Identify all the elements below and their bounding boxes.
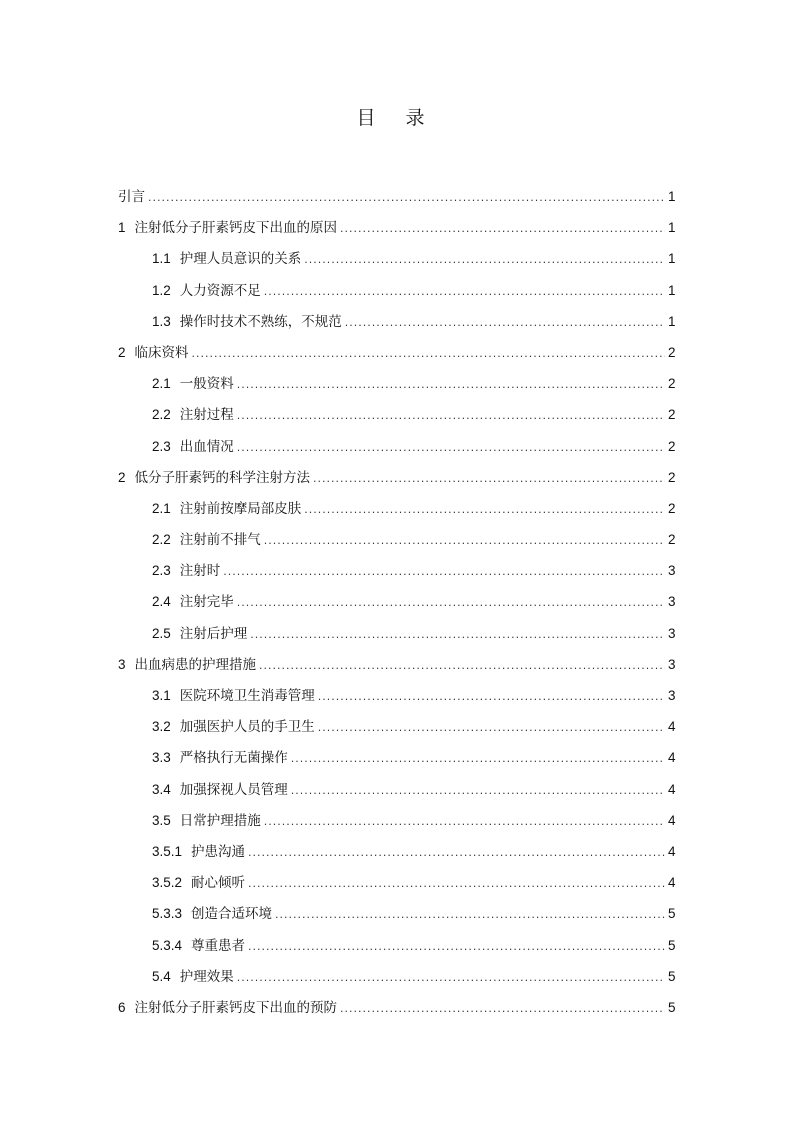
toc-entry-number: 3.5 bbox=[152, 812, 171, 828]
toc-entry-page-number: 5 bbox=[668, 999, 676, 1015]
toc-entry[interactable] bbox=[118, 805, 674, 836]
toc-entry-label: 加强探视人员管理 bbox=[179, 781, 288, 798]
toc-dot-leader bbox=[304, 494, 665, 525]
toc-dot-leader bbox=[223, 556, 665, 587]
toc-dot-leader bbox=[304, 244, 665, 275]
toc-entry[interactable] bbox=[118, 306, 674, 337]
toc-dot-leader bbox=[318, 712, 665, 743]
toc-entry-number: 1 bbox=[118, 220, 126, 236]
toc-entry-page-number: 1 bbox=[668, 189, 676, 204]
toc-entry-number: 6 bbox=[118, 999, 126, 1015]
toc-entry-page-number: 1 bbox=[668, 282, 676, 298]
toc-entry-number: 1.3 bbox=[152, 313, 171, 329]
toc-entry-number: 2 bbox=[118, 344, 126, 360]
toc-dot-leader bbox=[248, 837, 665, 868]
toc-entry-label: 创造合适环境 bbox=[191, 906, 273, 923]
toc-entry-page-number: 2 bbox=[668, 407, 676, 423]
toc-entry[interactable] bbox=[118, 431, 674, 462]
toc-dot-leader bbox=[237, 962, 665, 993]
toc-entry[interactable] bbox=[118, 275, 674, 306]
toc-entry-number: 3 bbox=[118, 656, 126, 672]
toc-entry-label: 低分子肝素钙的科学注射方法 bbox=[134, 469, 311, 486]
toc-entry-number: 2.4 bbox=[152, 594, 171, 610]
toc-entry-page-number: 3 bbox=[668, 563, 676, 579]
toc-entry-label: 注射过程 bbox=[179, 407, 234, 424]
toc-entry-number: 3.2 bbox=[152, 719, 171, 735]
toc-dot-leader bbox=[264, 276, 665, 307]
toc-entry[interactable] bbox=[118, 337, 674, 368]
toc-entry-page-number: 2 bbox=[668, 438, 676, 454]
toc-entry-label: 护患沟通 bbox=[191, 843, 246, 860]
toc-entry-number: 3.1 bbox=[152, 688, 171, 703]
toc-dot-leader bbox=[275, 899, 665, 930]
toc-dot-leader bbox=[192, 338, 665, 369]
page-title: 目 录 bbox=[356, 107, 437, 129]
toc-entry-number: 5.3.3 bbox=[152, 906, 183, 922]
toc-entry[interactable] bbox=[118, 399, 674, 430]
toc-dot-leader bbox=[259, 650, 665, 681]
toc-dot-leader bbox=[250, 619, 665, 650]
toc-entry-label: 注射前不排气 bbox=[179, 532, 261, 549]
toc-entry[interactable] bbox=[118, 462, 674, 493]
toc-entry-page-number: 1 bbox=[668, 313, 676, 329]
toc-dot-leader bbox=[248, 868, 665, 899]
toc-entry-label: 引言 bbox=[118, 189, 145, 205]
toc-entry-number: 1.2 bbox=[152, 282, 171, 298]
toc-dot-leader bbox=[340, 993, 665, 1024]
toc-entry-label: 严格执行无菌操作 bbox=[179, 750, 288, 767]
toc-entry[interactable] bbox=[118, 368, 674, 399]
toc-entry-number: 2.5 bbox=[152, 625, 171, 641]
toc-dot-leader bbox=[340, 213, 665, 244]
toc-entry-label: 护理人员意识的关系 bbox=[179, 251, 302, 268]
toc-entry-number: 2.1 bbox=[152, 500, 171, 516]
toc-entry[interactable] bbox=[118, 711, 674, 742]
toc-entry[interactable] bbox=[118, 555, 674, 586]
toc-dot-leader bbox=[318, 681, 665, 712]
toc-entry-number: 3.3 bbox=[152, 750, 171, 766]
toc-entry-page-number: 4 bbox=[668, 812, 676, 828]
toc-entry[interactable] bbox=[118, 930, 674, 961]
toc-entry[interactable] bbox=[118, 649, 674, 680]
toc-entry-label: 注射完毕 bbox=[179, 594, 234, 611]
toc-entry-label: 注射后护理 bbox=[179, 625, 248, 642]
toc-entry-number: 2.3 bbox=[152, 438, 171, 454]
toc-entry-label: 出血情况 bbox=[179, 438, 234, 455]
toc-entry-page-number: 3 bbox=[668, 625, 676, 641]
toc-entry-number: 5.3.4 bbox=[152, 937, 183, 953]
toc-entry-page-number: 2 bbox=[668, 532, 676, 548]
toc-entry[interactable] bbox=[118, 524, 674, 555]
toc-entry[interactable] bbox=[118, 961, 674, 992]
toc-entry-page-number: 5 bbox=[668, 968, 676, 984]
toc-dot-leader bbox=[264, 525, 665, 556]
toc-entry-page-number: 1 bbox=[668, 220, 676, 236]
toc-entry[interactable] bbox=[118, 774, 674, 805]
toc-entry-label: 尊重患者 bbox=[191, 937, 246, 954]
toc-entry-number: 2 bbox=[118, 469, 126, 485]
toc-entry[interactable] bbox=[118, 181, 674, 212]
toc-dot-leader bbox=[345, 307, 665, 338]
toc-entry[interactable] bbox=[118, 212, 674, 243]
toc-entry[interactable] bbox=[118, 680, 674, 711]
toc-dot-leader bbox=[237, 432, 665, 463]
toc-entry-label: 医院环境卫生消毒管理 bbox=[179, 688, 315, 704]
toc-entry-label: 耐心倾听 bbox=[191, 875, 246, 892]
toc-entry[interactable] bbox=[118, 243, 674, 274]
table-of-contents bbox=[118, 181, 674, 1023]
toc-entry-page-number: 4 bbox=[668, 719, 676, 735]
toc-entry-label: 出血病患的护理措施 bbox=[134, 656, 257, 673]
toc-dot-leader bbox=[291, 743, 665, 774]
toc-entry-label: 护理效果 bbox=[179, 968, 234, 985]
toc-entry-page-number: 2 bbox=[668, 500, 676, 516]
toc-entry-number: 3.5.1 bbox=[152, 843, 183, 859]
toc-entry-label: 操作时技术不熟练，不规范 bbox=[179, 313, 342, 330]
toc-entry-page-number: 3 bbox=[668, 688, 676, 703]
toc-dot-leader bbox=[313, 463, 665, 494]
toc-entry-page-number: 4 bbox=[668, 750, 676, 766]
toc-entry[interactable] bbox=[118, 898, 674, 929]
toc-entry[interactable] bbox=[118, 867, 674, 898]
toc-dot-leader bbox=[148, 182, 665, 213]
toc-entry-label: 注射时 bbox=[179, 563, 221, 580]
toc-entry-label: 注射低分子肝素钙皮下出血的原因 bbox=[134, 220, 338, 237]
toc-entry[interactable] bbox=[118, 586, 674, 617]
toc-dot-leader bbox=[237, 400, 665, 431]
toc-entry-page-number: 4 bbox=[668, 875, 676, 891]
toc-entry[interactable] bbox=[118, 742, 674, 773]
toc-entry-label: 临床资料 bbox=[134, 344, 189, 361]
toc-entry-number: 5.4 bbox=[152, 968, 171, 984]
toc-entry-number: 2.2 bbox=[152, 407, 171, 423]
toc-entry-label: 一般资料 bbox=[179, 376, 234, 393]
toc-entry[interactable] bbox=[118, 493, 674, 524]
toc-entry-page-number: 4 bbox=[668, 843, 676, 859]
toc-entry-page-number: 2 bbox=[668, 376, 676, 392]
toc-entry-page-number: 2 bbox=[668, 344, 676, 360]
toc-entry-label: 人力资源不足 bbox=[179, 282, 261, 299]
toc-entry-page-number: 3 bbox=[668, 594, 676, 610]
toc-entry-label: 注射低分子肝素钙皮下出血的预防 bbox=[134, 999, 338, 1016]
toc-entry-number: 1.1 bbox=[152, 251, 171, 267]
toc-dot-leader bbox=[237, 369, 665, 400]
toc-entry-page-number: 2 bbox=[668, 469, 676, 485]
toc-entry-page-number: 5 bbox=[668, 937, 676, 953]
toc-dot-leader bbox=[248, 931, 665, 962]
toc-entry-number: 3.5.2 bbox=[152, 875, 183, 891]
toc-entry-page-number: 5 bbox=[668, 906, 676, 922]
toc-entry-number: 2.3 bbox=[152, 563, 171, 579]
toc-dot-leader bbox=[291, 775, 665, 806]
toc-entry-number: 3.4 bbox=[152, 781, 171, 797]
toc-dot-leader bbox=[237, 587, 665, 618]
toc-entry-number: 2.1 bbox=[152, 376, 171, 392]
toc-entry-label: 加强医护人员的手卫生 bbox=[179, 719, 315, 736]
toc-entry[interactable] bbox=[118, 836, 674, 867]
toc-entry-page-number: 3 bbox=[668, 656, 676, 672]
toc-entry[interactable] bbox=[118, 992, 674, 1023]
toc-entry-label: 日常护理措施 bbox=[179, 812, 261, 829]
toc-entry-page-number: 1 bbox=[668, 251, 676, 267]
toc-entry-page-number: 4 bbox=[668, 781, 676, 797]
toc-entry-label: 注射前按摩局部皮肤 bbox=[179, 500, 302, 517]
toc-entry-number: 2.2 bbox=[152, 532, 171, 548]
toc-entry[interactable] bbox=[118, 618, 674, 649]
toc-dot-leader bbox=[264, 806, 665, 837]
